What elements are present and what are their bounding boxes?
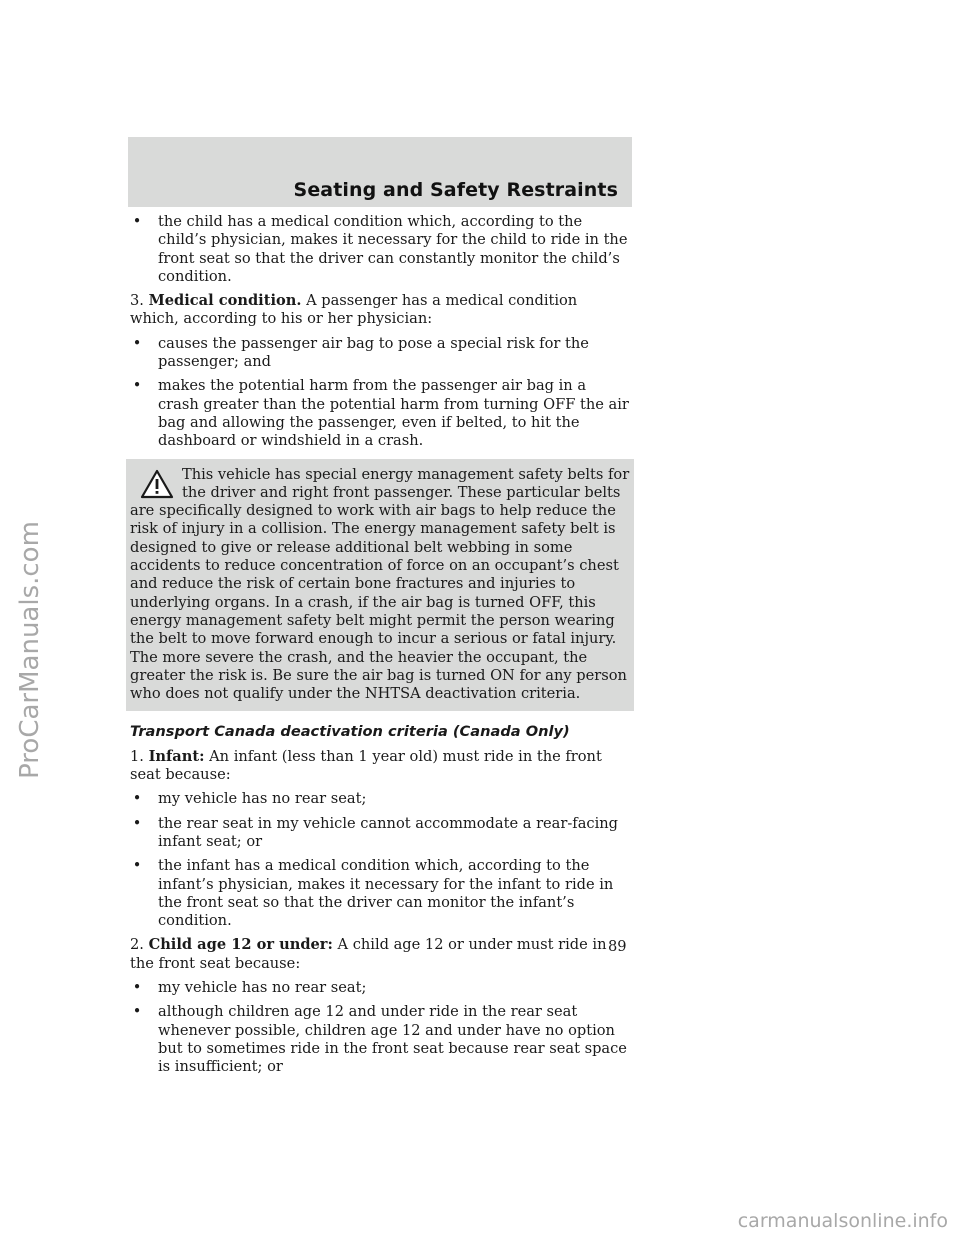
bullet-text: although children age 12 and under ride in the rear seat whenever possible, children age 12 and under have no option but to sometimes ride in the front seat because rear seat space is insufficient; or <box>158 1003 627 1076</box>
item-number: 2. <box>130 936 144 954</box>
header-band <box>128 137 632 207</box>
bullet-text: my vehicle has no rear seat; <box>158 978 367 996</box>
numbered-item-medical-condition <box>130 292 630 329</box>
bullet-icon: • <box>132 978 142 996</box>
item-label: Child age 12 or under: <box>148 936 333 954</box>
numbered-item-child <box>130 936 630 973</box>
bullet-icon: • <box>132 857 142 875</box>
page-number: 89 <box>608 938 627 955</box>
bullet-icon: • <box>132 790 142 808</box>
list-item <box>130 815 630 852</box>
item-text: A child age 12 or under must ride in the front seat because: <box>130 936 607 972</box>
item-number: 1. <box>130 747 144 765</box>
page-title: Seating and Safety Restraints <box>293 179 618 201</box>
bullet-text: my vehicle has no rear seat; <box>158 790 367 808</box>
bullet-icon: • <box>132 213 142 230</box>
list-item <box>130 335 630 372</box>
footer-watermark: carmanualsonline.info <box>737 1210 948 1232</box>
side-watermark-text: ProCarManuals.com <box>15 521 45 779</box>
item-label: Medical condition. <box>148 292 302 310</box>
page-content <box>130 213 630 1082</box>
side-watermark <box>10 500 50 800</box>
bullet-icon: • <box>132 1003 142 1021</box>
bullet-text: causes the passenger air bag to pose a special risk for the passenger; and <box>158 334 589 371</box>
bullet-text: makes the potential harm from the passenger air bag in a crash greater than the potential harm from turning OFF the air bag and allowing the passenger, even if belted, to hit the dashboard or windshield in a crash. <box>158 377 629 450</box>
item-text: A passenger has a medical condition which, according to his or her physician: <box>130 292 578 328</box>
bullet-icon: • <box>132 334 142 352</box>
list-item <box>130 377 630 450</box>
list-item <box>130 979 630 997</box>
bullet-icon: • <box>132 377 142 395</box>
bullet-text: the child has a medical condition which, according to the child’s physician, makes it necessary for the child to ride in the front seat so that the driver can constantly monitor the child’s condition. <box>158 213 628 285</box>
warning-text: This vehicle has special energy management safety belts for the driver and right front passenger. These particular belts are specifically designed to work with air bags to help reduce the risk of injury in a collision. The energy management safety belt is designed to give or release additional belt webbing in some accidents to reduce concentration of force on an occupant’s chest and reduce the risk of certain bone fractures and injuries to underlying organs. In a crash, if the air bag is turned OFF, this energy management safety belt might permit the person wearing the belt to move forward enough to incur a serious or fatal injury. The more severe the crash, and the heavier the occupant, the greater the risk is. Be sure the air bag is turned ON for any person who does not qualify under the NHTSA deactivation criteria. <box>130 465 630 703</box>
list-item <box>130 213 630 286</box>
section-heading: Transport Canada deactivation criteria (Canada Only) <box>130 723 570 741</box>
bullet-text: the infant has a medical condition which, according to the infant’s physician, makes it necessary for the infant to ride in the front seat so that the driver can monitor the infant’s condition. <box>158 857 614 930</box>
list-item <box>130 1003 630 1076</box>
bullet-icon: • <box>132 814 142 832</box>
warning-triangle-icon <box>140 469 174 499</box>
item-text: An infant (less than 1 year old) must ride in the front seat because: <box>130 747 602 784</box>
numbered-item-infant <box>130 748 630 785</box>
item-label: Infant: <box>148 747 205 765</box>
warning-box <box>126 459 634 712</box>
item-number: 3. <box>130 292 144 310</box>
list-item <box>130 790 630 808</box>
list-item <box>130 857 630 930</box>
bullet-text: the rear seat in my vehicle cannot accommodate a rear-facing infant seat; or <box>158 814 618 850</box>
